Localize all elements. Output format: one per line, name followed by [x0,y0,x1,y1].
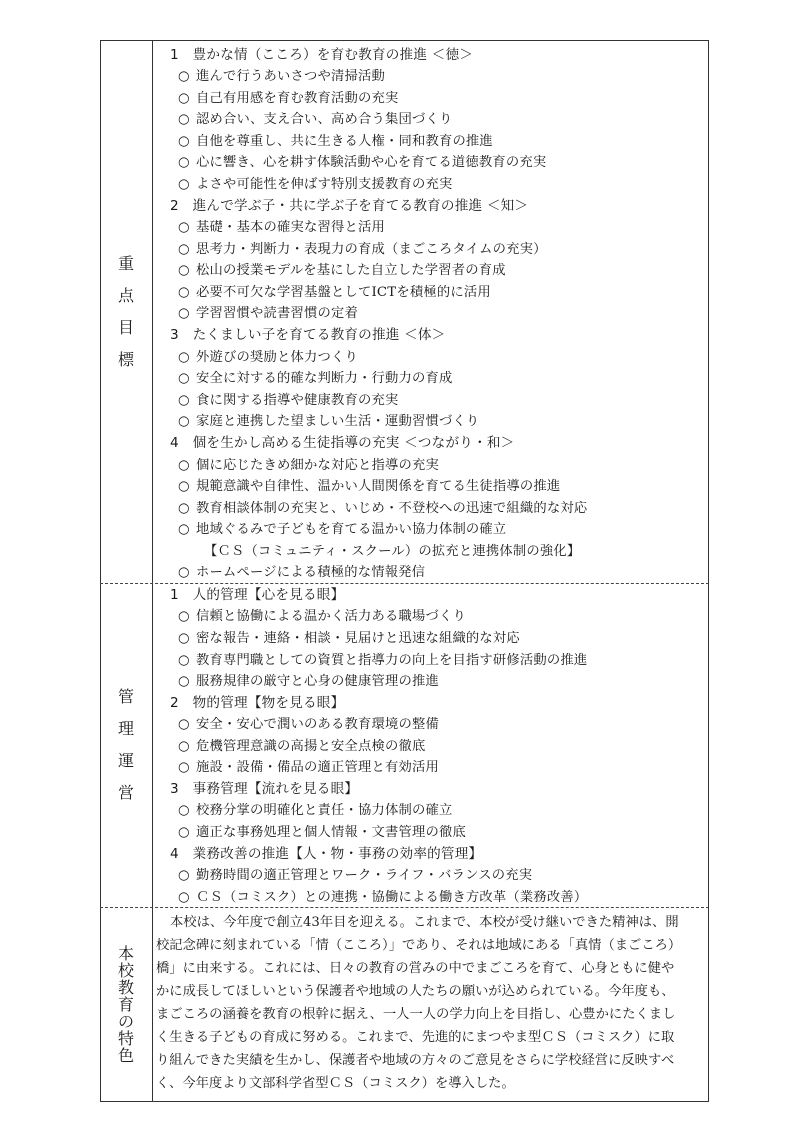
section-divider [100,583,709,584]
features-paragraph-line: く、今年度より文部科学省型ＣＳ（コミスク）を導入した。 [156,1076,515,1091]
list-item: ○ 安全に対する的確な判断力・行動力の育成 [178,371,453,386]
features-paragraph-line: 橋」に由来する。これには、日々の教育の営みの中でまごころを育て、心身ともに健や [156,961,675,976]
bullet-icon: ○ [178,717,190,732]
bullet-icon: ○ [178,69,190,84]
list-item: ○ 家庭と連携した望ましい生活・運動習慣づくり [178,414,480,429]
list-item: ○ 密な報告・連絡・相談・見届けと迅速な組織的な対応 [178,631,520,646]
list-item: ○ 信頼と協働による温かく活力ある職場づくり [178,609,466,624]
list-item: ○ 食に関する指導や健康教育の充実 [178,393,399,408]
goal-heading: 3 たくましい子を育てる教育の推進 ＜体＞ [170,327,446,343]
goal-heading: 2 進んで学ぶ子・共に学ぶ子を育てる教育の推進 ＜知＞ [170,198,529,214]
label-char: 特 [117,1028,134,1048]
features-paragraph-line: 本校は、今年度で創立43年目を迎える。これまで、本校が受け継いできた精神は、開 [170,915,679,930]
list-item: ○ 校務分掌の明確化と責任・協力体制の確立 [178,803,453,818]
bullet-icon: ○ [178,285,190,300]
list-item: ○ 自他を尊重し、共に生きる人権・同和教育の推進 [178,134,493,149]
bullet-icon: ○ [178,739,190,754]
bullet-icon: ○ [178,134,190,149]
goal-heading: 1 豊かな情（こころ）を育む教育の推進 ＜徳＞ [170,47,474,63]
list-item: ○ 必要不可欠な学習基盤としてICTを積極的に活用 [178,285,491,300]
bullet-icon: ○ [178,825,190,840]
bullet-icon: ○ [178,522,190,537]
features-paragraph-line: 校記念碑に刻まれている「情（こころ）」であり、それは地域にある「真情（まごころ） [156,938,682,953]
management-heading: 4 業務改善の推進【人・物・事務の効率的管理】 [170,846,483,862]
bullet-icon: ○ [178,220,190,235]
label-char: 営 [117,783,134,802]
features-paragraph-line: かに成長してほしいという保護者や地域の人たちの願いが込められている。今年度も、 [156,984,675,999]
features-paragraph-line: く生きる子どもの育成に努める。これまで、先進的にまつやま型ＣＳ（コミスク）に取 [156,1030,675,1045]
features-label [100,907,152,1102]
list-item: ○ ホームページによる積極的な情報発信 [178,565,426,580]
management-label [100,583,152,907]
bullet-icon: ○ [178,112,190,127]
cs-note: 【ＣＳ（コミュニティ・スクール）の拡充と連携体制の強化】 [204,544,581,559]
list-item: ○ 服務規律の厳守と心身の健康管理の推進 [178,674,439,689]
bullet-icon: ○ [178,631,190,646]
bullet-icon: ○ [178,155,190,170]
list-item: ○ 学習習慣や読書習慣の定着 [178,306,358,321]
section-divider [100,907,709,908]
features-paragraph-line: り組んできた実績を生かし、保護者や地域の方々のご意見をさらに学校経営に反映すべ [156,1053,675,1068]
bullet-icon: ○ [178,414,190,429]
bullet-icon: ○ [178,263,190,278]
list-item: ○ 規範意識や自律性、温かい人間関係を育てる生徒指導の推進 [178,479,561,494]
goal-heading: 4 個を生かし高める生徒指導の充実 ＜つながり・和＞ [170,435,515,451]
bullet-icon: ○ [178,674,190,689]
bullet-icon: ○ [178,890,190,905]
list-item: ○ 危機管理意識の高揚と安全点検の徹底 [178,739,426,754]
label-char: 色 [117,1045,134,1065]
bullet-icon: ○ [178,565,190,580]
label-char: 本 [117,943,134,963]
bullet-icon: ○ [178,501,190,516]
label-char: 運 [117,751,134,770]
list-item: ○ ＣＳ（コミスク）との連携・協働による働き方改革（業務改善） [178,890,588,905]
list-item: ○ 施設・設備・備品の適正管理と有効活用 [178,760,439,775]
list-item: ○ 適正な事務処理と個人情報・文書管理の徹底 [178,825,466,840]
label-char: 目 [117,317,134,337]
label-char: 標 [117,349,134,369]
list-item: ○ 認め合い、支え合い、高め合う集団づくり [178,112,453,127]
list-item: ○ 外遊びの奨励と体力つくり [178,350,358,365]
list-item: ○ よさや可能性を伸ばす特別支援教育の充実 [178,177,453,192]
label-char: 育 [117,994,134,1014]
list-item: ○ 地域ぐるみで子どもを育てる温かい協力体制の確立 [178,522,507,537]
bullet-icon: ○ [178,458,190,473]
label-char: 管 [117,687,134,706]
bullet-icon: ○ [178,760,190,775]
list-item: ○ 個に応じたきめ細かな対応と指導の充実 [178,458,439,473]
bullet-icon: ○ [178,242,190,257]
list-item: ○ 教育相談体制の充実と、いじめ・不登校への迅速で組織的な対応 [178,501,588,516]
label-char: 校 [117,960,134,980]
list-item: ○ 安全・安心で潤いのある教育環境の整備 [178,717,439,732]
list-item: ○ 基礎・基本の確実な習得と活用 [178,220,385,235]
label-char: 重 [117,253,134,273]
bullet-icon: ○ [178,177,190,192]
bullet-icon: ○ [178,306,190,321]
bullet-icon: ○ [178,868,190,883]
label-char: 理 [117,719,134,738]
management-heading: 1 人的管理【心を見る眼】 [170,587,345,603]
management-heading: 3 事務管理【流れを見る眼】 [170,781,359,797]
bullet-icon: ○ [178,479,190,494]
column-divider [152,40,153,1102]
bullet-icon: ○ [178,91,190,106]
list-item: ○ 勤務時間の適正管理とワーク・ライフ・バランスの充実 [178,868,533,883]
bullet-icon: ○ [178,609,190,624]
list-item: ○ 思考力・判断力・表現力の育成（まごころタイムの充実） [178,242,547,257]
goals-label [100,40,152,583]
label-char: 点 [117,285,134,305]
management-heading: 2 物的管理【物を見る眼】 [170,695,345,711]
list-item: ○ 自己有用感を育む教育活動の充実 [178,91,399,106]
bullet-icon: ○ [178,371,190,386]
list-item: ○ 教育専門職としての資質と指導力の向上を目指す研修活動の推進 [178,653,588,668]
label-char: 教 [117,977,134,997]
bullet-icon: ○ [178,393,190,408]
bullet-icon: ○ [178,350,190,365]
list-item: ○ 進んで行うあいさつや清掃活動 [178,69,385,84]
list-item: ○ 心に響き、心を耕す体験活動や心を育てる道徳教育の充実 [178,155,547,170]
bullet-icon: ○ [178,653,190,668]
features-paragraph-line: まごころの涵養を教育の根幹に据え、一人一人の学力向上を目指し、心豊かにたくまし [156,1007,676,1022]
label-char: の [117,1011,134,1031]
list-item: ○ 松山の授業モデルを基にした自立した学習者の育成 [178,263,506,278]
bullet-icon: ○ [178,803,190,818]
